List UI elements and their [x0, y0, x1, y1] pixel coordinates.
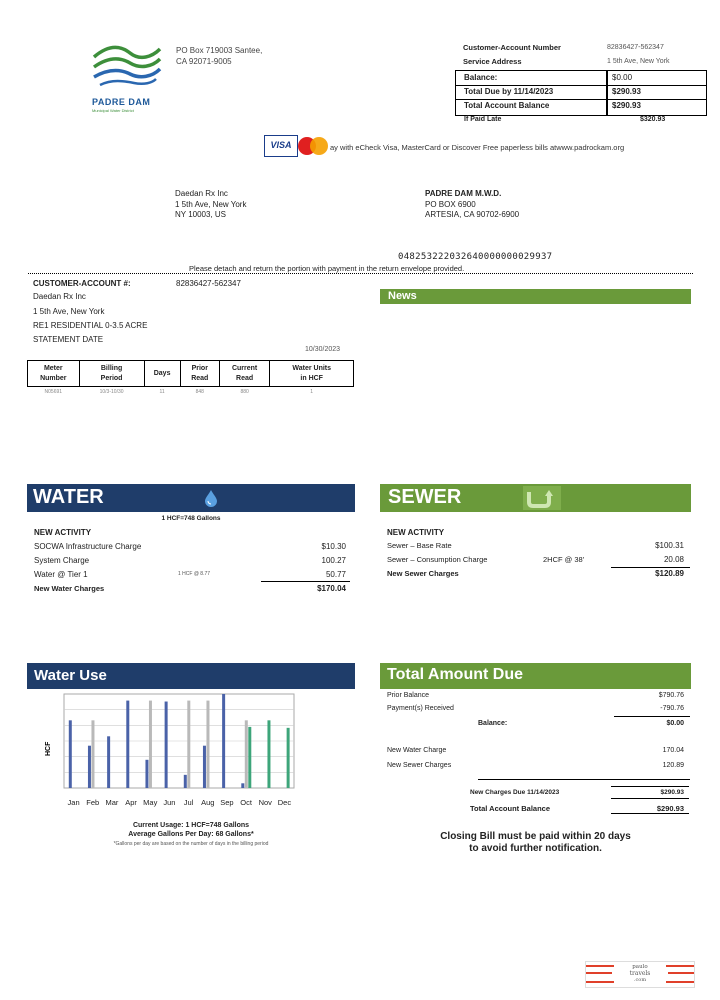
- sewer-new-activity: NEW ACTIVITY: [387, 528, 445, 537]
- service-address-label: Service Address: [463, 57, 522, 66]
- sewer-total-value: $120.89: [655, 569, 684, 578]
- td-total-balance-value: $290.93: [656, 804, 684, 813]
- stub-line2: 1 5th Ave, New York: [33, 307, 105, 316]
- x-tick-label: Oct: [240, 798, 252, 807]
- mastercard-icon: [298, 137, 330, 155]
- prior-balance-value: $790.76: [658, 692, 684, 699]
- sewer-row-note: 2HCF @ 38': [543, 555, 585, 564]
- total-due-value: $290.93: [612, 87, 641, 96]
- remit-to-line3: ARTESIA, CA 90702-6900: [425, 210, 520, 219]
- total-due-row: [456, 85, 706, 100]
- water-row-value: 50.77: [325, 570, 346, 579]
- meter-cell: 10/3-10/30: [99, 388, 124, 395]
- remit-to-line2: PO BOX 6900: [425, 200, 476, 209]
- logo-subtitle: Municipal Water District: [92, 108, 134, 113]
- water-title: WATER: [33, 486, 104, 508]
- y-axis-label: HCF: [45, 741, 52, 756]
- usage-footnote: *Gallons per day are based on the number of days in the billing period: [113, 841, 269, 847]
- usage-bar: [187, 701, 190, 788]
- water-new-activity: NEW ACTIVITY: [34, 528, 92, 537]
- total-due-title: Total Amount Due: [387, 666, 523, 683]
- water-total-label: New Water Charges: [34, 584, 105, 593]
- prior-balance-label: Prior Balance: [387, 692, 430, 699]
- sewer-row-value: $100.31: [655, 541, 684, 550]
- x-tick-label: Jan: [67, 798, 80, 807]
- new-water-value: 170.04: [662, 747, 684, 754]
- usage-bar: [267, 720, 270, 788]
- visa-card-icon: VISA: [264, 135, 298, 157]
- x-tick-label: Mar: [105, 798, 119, 807]
- usage-line1: Current Usage: 1 HCF=748 Gallons: [132, 822, 250, 829]
- usage-bar: [126, 701, 129, 788]
- usage-bar: [149, 701, 152, 788]
- x-tick-label: Feb: [86, 798, 100, 807]
- usage-bar: [203, 746, 206, 788]
- meter-header-number: Meter Number: [28, 361, 80, 387]
- x-tick-label: Dec: [277, 798, 292, 807]
- x-tick-label: Apr: [125, 798, 137, 807]
- if-paid-late-value: $320.93: [640, 116, 666, 123]
- x-tick-label: Aug: [201, 798, 215, 807]
- water-header: [27, 484, 355, 512]
- x-tick-label: May: [143, 798, 158, 807]
- watermark-logo: paulo travels .com: [585, 961, 695, 988]
- news-header: News: [380, 289, 691, 304]
- x-tick-label: Sep: [220, 798, 234, 807]
- water-row-label: SOCWA Infrastructure Charge: [34, 542, 142, 551]
- customer-account-value: 82836427-562347: [607, 44, 664, 51]
- sewer-row-value: 20.08: [663, 555, 684, 564]
- usage-line2: Average Gallons Per Day: 68 Gallons*: [128, 831, 254, 838]
- po-address-line1: PO Box 719003 Santee,: [176, 46, 263, 55]
- water-row-value: 100.27: [321, 556, 346, 565]
- total-account-row: [456, 99, 706, 113]
- sewer-header: [380, 484, 691, 512]
- meter-header-period: Billing Period: [79, 361, 144, 387]
- usage-bar: [88, 746, 91, 788]
- balance-label: Balance:: [464, 73, 498, 82]
- usage-bar: [206, 701, 209, 788]
- customer-account-label: Customer-Account Number: [463, 43, 561, 52]
- water-gallons-note: 1 HCF=748 Gallons: [161, 515, 221, 522]
- x-tick-label: Jul: [183, 798, 194, 807]
- usage-bar: [91, 720, 94, 788]
- water-row-note: 1 HCF @ 8.77: [178, 571, 211, 577]
- water-total-rule: [261, 581, 350, 582]
- meter-cell: N05691: [44, 388, 63, 395]
- meter-cell: 848: [195, 388, 204, 395]
- usage-bar: [287, 728, 290, 788]
- water-total-value: $170.04: [317, 584, 346, 593]
- stub-line3: RE1 RESIDENTIAL 0-3.5 ACRE: [33, 321, 148, 330]
- usage-bar: [245, 720, 248, 788]
- payments-value: -790.76: [660, 705, 684, 712]
- new-charges-label: New Charges Due 11/14/2023: [470, 789, 560, 796]
- closing-notice-line1: Closing Bill must be paid within 20 days: [440, 831, 631, 842]
- new-water-label: New Water Charge: [387, 747, 447, 754]
- usage-bar: [222, 694, 225, 788]
- meter-cell: 1: [310, 388, 314, 395]
- stub-line4: STATEMENT DATE: [33, 335, 104, 344]
- total-due-header: [380, 663, 691, 689]
- detach-notice: Please detach and return the portion with payment in the return envelope provided.: [189, 264, 465, 273]
- new-charges-value: $290.93: [660, 789, 684, 796]
- sewer-row-label: Sewer – Base Rate: [387, 541, 452, 550]
- meter-header-current: Current Read: [219, 361, 270, 387]
- stub-account-label: CUSTOMER-ACCOUNT #:: [33, 279, 131, 288]
- stub-line1: Daedan Rx Inc: [33, 292, 86, 301]
- balance-value: $0.00: [612, 73, 633, 82]
- water-drop-icon: [204, 489, 218, 507]
- logo-waves-icon: [90, 43, 165, 93]
- mail-to-line2: 1 5th Ave, New York: [175, 200, 247, 209]
- scan-line: 048253222032640000000029937: [398, 252, 553, 262]
- total-account-value: $290.93: [612, 101, 641, 110]
- sewer-title: SEWER: [388, 486, 462, 508]
- detach-line: [28, 273, 693, 274]
- stub-account-value: 82836427-562347: [176, 279, 241, 288]
- sewer-pipe-icon: [523, 486, 561, 510]
- balance-box: [455, 70, 707, 116]
- balance-rule: [614, 716, 690, 717]
- total-due-label: Total Due by 11/14/2023: [464, 87, 554, 96]
- meter-header-prior: Prior Read: [180, 361, 219, 387]
- if-paid-late-label: If Paid Late: [464, 116, 502, 123]
- new-sewer-label: New Sewer Charges: [387, 762, 452, 769]
- sewer-total-rule: [611, 567, 690, 568]
- water-use-header: [27, 663, 355, 689]
- usage-bar: [241, 783, 244, 788]
- usage-bar: [69, 720, 72, 788]
- total-account-label: Total Account Balance: [464, 101, 550, 110]
- new-sewer-value: 120.89: [662, 762, 684, 769]
- usage-bar: [165, 702, 168, 788]
- payments-label: Payment(s) Received: [387, 705, 454, 712]
- remit-to-line1: PADRE DAM M.W.D.: [425, 189, 502, 198]
- water-row-label: Water @ Tier 1: [34, 570, 88, 579]
- statement-date: 10/30/2023: [305, 346, 341, 353]
- mail-to-line1: Daedan Rx Inc: [175, 189, 228, 198]
- meter-header-units: Water Units in HCF: [270, 361, 354, 387]
- closing-notice-line2: to avoid further notification.: [469, 843, 602, 854]
- usage-bar: [145, 760, 148, 788]
- usage-bar: [107, 736, 110, 788]
- x-tick-label: Nov: [258, 798, 272, 807]
- water-use-chart: [40, 690, 310, 812]
- meter-row: [28, 387, 354, 397]
- mail-to-line3: NY 10003, US: [175, 210, 226, 219]
- water-row-label: System Charge: [34, 556, 90, 565]
- payment-info-text: ay with eCheck Visa, MasterCard or Discover Free paperless bills atwww.padrockam.org: [330, 143, 625, 152]
- sewer-total-label: New Sewer Charges: [387, 569, 459, 578]
- usage-bar: [184, 775, 187, 788]
- td-balance-value: $0.00: [666, 720, 684, 727]
- meter-cell: 880: [240, 388, 249, 395]
- new-charges-rule: [478, 779, 690, 780]
- water-use-title: Water Use: [34, 667, 107, 684]
- td-balance-label: Balance:: [478, 720, 508, 727]
- td-total-balance-label: Total Account Balance: [470, 804, 551, 813]
- balance-row: [456, 71, 706, 86]
- meter-header-days: Days: [144, 361, 180, 387]
- logo-name: PADRE DAM: [92, 97, 151, 107]
- po-address-line2: CA 92071-9005: [176, 57, 232, 66]
- company-logo: [90, 43, 165, 113]
- sewer-row-label: Sewer – Consumption Charge: [387, 555, 488, 564]
- water-row-value: $10.30: [321, 542, 346, 551]
- meter-table: [27, 360, 354, 397]
- service-address-value: 1 5th Ave, New York: [607, 58, 670, 65]
- meter-cell: 11: [159, 388, 165, 395]
- usage-bar: [248, 727, 251, 788]
- x-tick-label: Jun: [163, 798, 176, 807]
